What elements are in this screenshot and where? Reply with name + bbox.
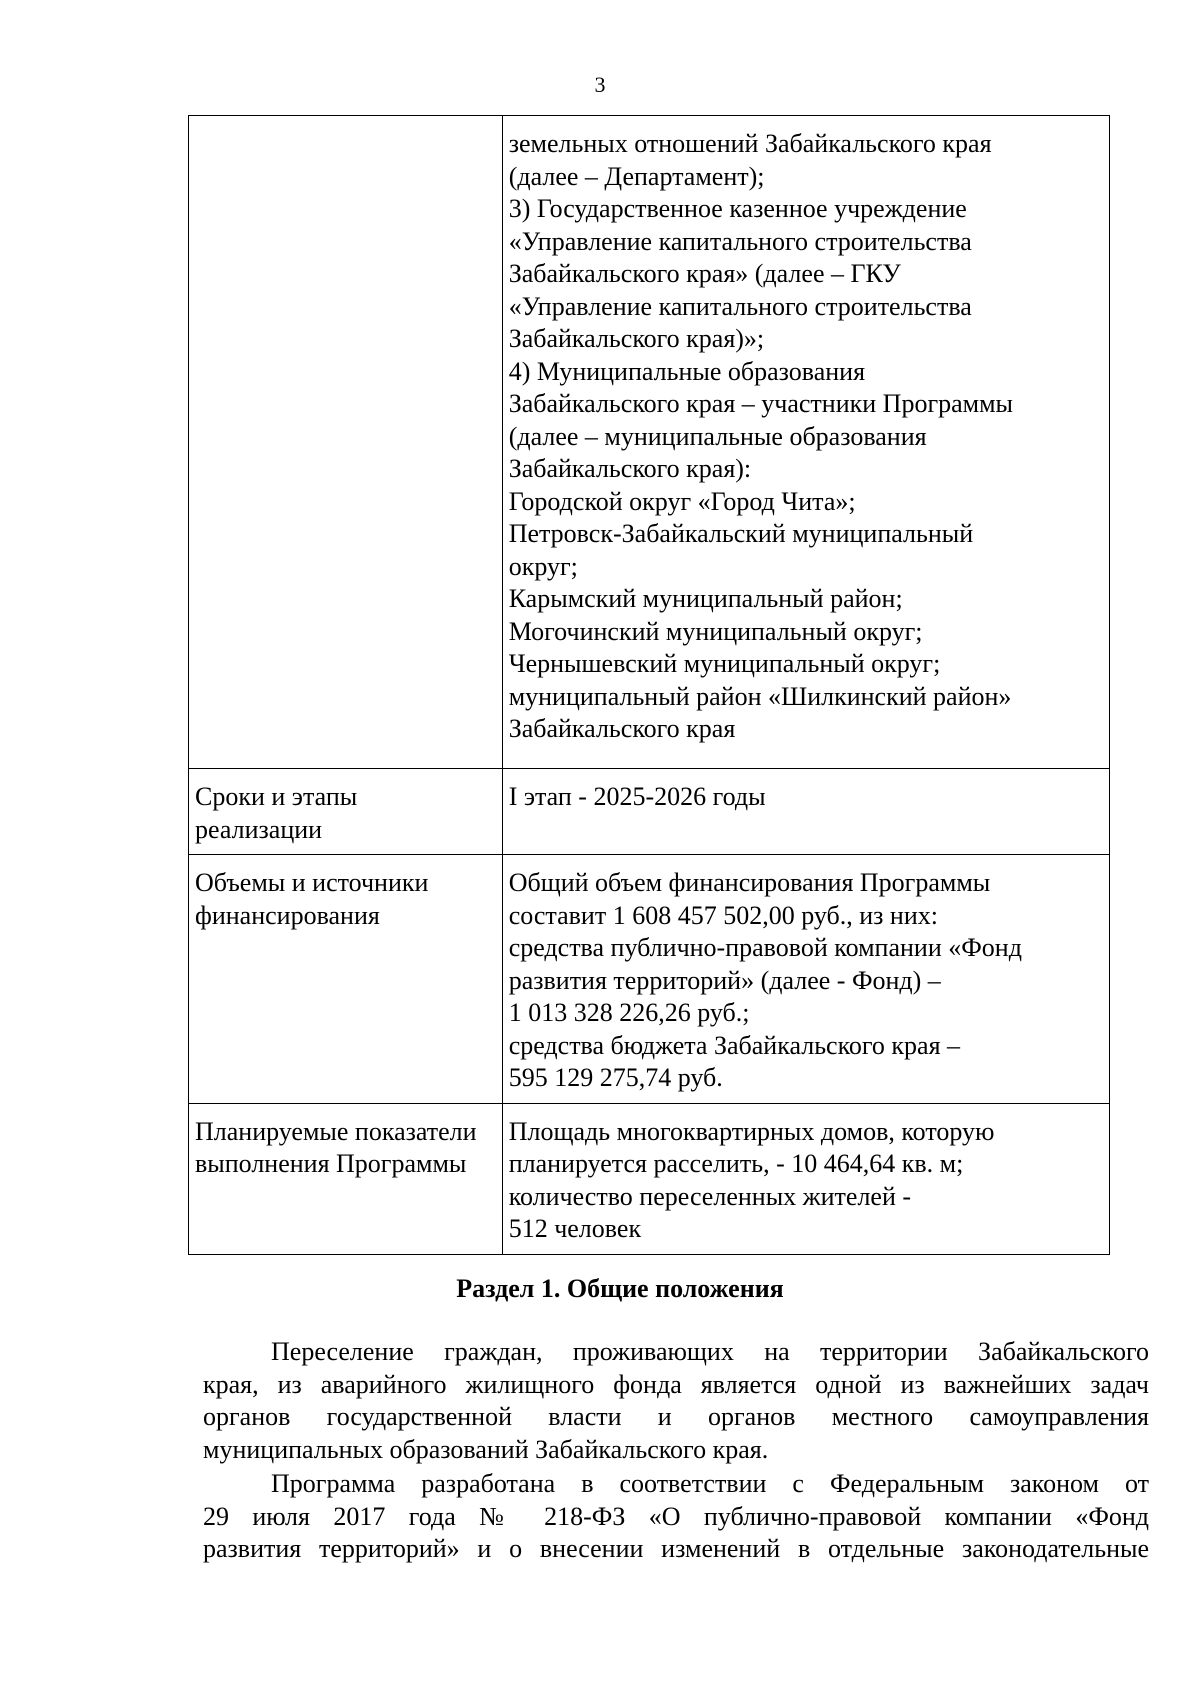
section-title: Раздел 1. Общие положения (456, 1274, 784, 1303)
paragraph-line: 29 июля 2017 года № 218-ФЗ «О публично-правовой компании «Фонд (203, 1501, 1149, 1531)
paragraph-line: органов государственной власти и органов местного самоуправления (203, 1402, 1149, 1431)
text-line: «Управление капитального строительства (508, 291, 972, 321)
text-line: муниципальный район «Шилкинский район» (508, 681, 1012, 711)
program-passport-table (188, 115, 1110, 1255)
text-line: Забайкальского края (508, 714, 736, 743)
text-line: «Управление капитального строительства (508, 226, 972, 256)
paragraph (203, 1336, 1149, 1466)
text-line: (далее – муниципальные образования (508, 421, 927, 451)
text-line: количество переселенных жителей - (508, 1181, 912, 1211)
text-line: средства бюджета Забайкальского края – (508, 1030, 961, 1060)
text-line: земельных отношений Забайкальского края (508, 129, 992, 158)
table-row (189, 1103, 1110, 1254)
text-line: выполнения Программы (195, 1149, 467, 1178)
text-line: I этап - 2025-2026 годы (508, 782, 766, 811)
text-line: планируется расселить, - 10 464,64 кв. м; (508, 1149, 964, 1178)
text-line: округ; (508, 551, 578, 581)
text-line: Чернышевский муниципальный округ; (508, 649, 941, 678)
text-line: составит 1 608 457 502,00 руб., из них: (508, 900, 938, 930)
text-line: Сроки и этапы (195, 782, 358, 811)
text-line: Планируемые показатели (195, 1116, 477, 1146)
paragraph-line: края, из аварийного жилищного фонда является одной из важнейших задач (203, 1369, 1149, 1399)
row-label-cell (189, 769, 503, 855)
text-line: (далее – Департамент); (508, 161, 765, 191)
text-line: Площадь многоквартирных домов, которую (508, 1116, 995, 1146)
row-label-cell (189, 855, 503, 1104)
row-value-cell (502, 1103, 1109, 1254)
text-line: Петровск-Забайкальский муниципальный (508, 519, 974, 548)
row-value-cell (502, 769, 1109, 855)
text-line: Забайкальского края – участники Программы (508, 389, 1014, 418)
text-line: 4) Муниципальные образования (508, 356, 866, 386)
paragraph-line: развития территорий» и о внесении изменений в отдельные законодательные (203, 1534, 1149, 1563)
text-line: Общий объем финансирования Программы (508, 868, 991, 897)
table-row (189, 769, 1110, 855)
paragraph-line: Переселение граждан, проживающих на территории Забайкальского (271, 1337, 1149, 1366)
text-line: развития территорий» (далее - Фонд) – (508, 965, 941, 995)
text-line: Городской округ «Город Чита»; (508, 486, 856, 516)
text-line: Забайкальского края): (508, 454, 752, 483)
paragraph-line: муниципальных образований Забайкальского края. (203, 1434, 769, 1464)
text-line: Забайкальского края)»; (508, 324, 765, 353)
text-line: Карымский муниципальный район; (508, 584, 903, 613)
text-line: Могочинский муниципальный округ; (508, 616, 923, 646)
row-value-cell (502, 855, 1109, 1104)
text-line: Забайкальского края» (далее – ГКУ (508, 259, 901, 288)
text-line: 512 человек (508, 1214, 642, 1243)
table-row (189, 116, 1110, 769)
row-label-cell (189, 1103, 503, 1254)
table-row (189, 855, 1110, 1104)
participants-cell (502, 116, 1109, 769)
row-label-cell (189, 116, 503, 769)
page-number: 3 (594, 72, 606, 97)
text-line: финансирования (195, 900, 380, 930)
paragraph (203, 1468, 1149, 1566)
text-line: средства публично-правовой компании «Фонд (508, 933, 1022, 962)
text-line: реализации (195, 814, 323, 844)
text-line: 595 129 275,74 руб. (508, 1063, 723, 1092)
text-line: 3) Государственное казенное учреждение (508, 194, 967, 223)
paragraph-line: Программа разработана в соответствии с Федеральным законом от (271, 1469, 1149, 1498)
text-line: Объемы и источники (195, 868, 429, 897)
text-line: 1 013 328 226,26 руб.; (508, 998, 750, 1027)
